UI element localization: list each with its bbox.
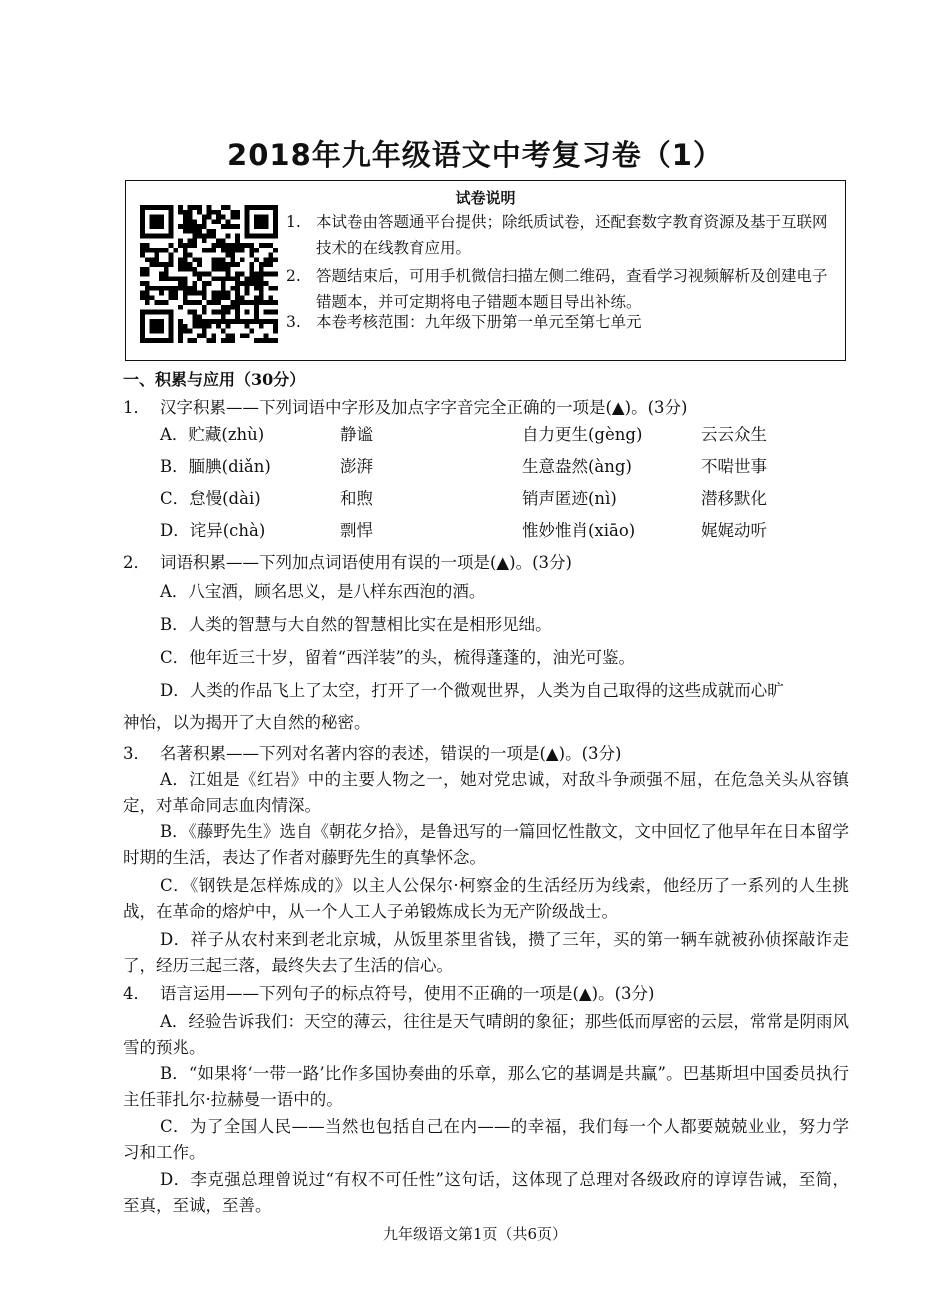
q2-option-d-line1: D．人类的作品飞上了太空，打开了一个微观世界，人类为自己取得的这些成就而心旷 (160, 681, 784, 700)
exam-instructions-box (125, 180, 846, 361)
instruction-item-3: 3. 本卷考核范围：九年级下册第一单元至第七单元 (286, 313, 642, 331)
q4-option-d: D．李克强总理曾说过“有权不可任性”这句话，这体现了总理对各级政府的谆谆告诫，至简，至真，至诚，至善。 (123, 1170, 849, 1215)
q3-option-b: B．《藤野先生》选自《朝花夕拾》，是鲁迅写的一篇回忆性散文，文中回忆了他早年在日本留学时期的生活，表达了作者对藤野先生的真挚怀念。 (123, 822, 849, 867)
question-4-stem: 4． 语言运用——下列句子的标点符号，使用不正确的一项是(▲)。(3分) (123, 984, 655, 1003)
q4-option-a: A．经验告诉我们：天空的薄云，往往是天气晴朗的象征；那些低而厚密的云层，常常是阴雨风雪的预兆。 (123, 1012, 849, 1057)
section-heading: 一、积累与应用（30分） (123, 370, 306, 389)
question-1-stem: 1． 汉字积累——下列词语中字形及加点字字音完全正确的一项是(▲)。(3分) (123, 398, 688, 417)
q3-option-a: A．江姐是《红岩》中的主要人物之一，她对党忠诚，对敌斗争顽强不屈，在危急关头从容镇定，对革命同志血肉情深。 (123, 770, 849, 815)
page-footer: 九年级语文第1页（共6页） (382, 1225, 568, 1243)
instruction-item-1: 1. 本试卷由答题通平台提供；除纸质试卷，还配套数字教育资源及基于互联网技术的在线教育应用。 (286, 213, 828, 257)
question-2-stem: 2． 词语积累——下列加点词语使用有误的一项是(▲)。(3分) (123, 553, 572, 572)
q2-option-c: C．他年近三十岁，留着“西洋装”的头，梳得蓬蓬的，油光可鉴。 (160, 648, 635, 667)
page-title: 2018年九年级语文中考复习卷（1） (227, 138, 723, 172)
q4-option-c: C．为了全国人民——当然也包括自己在内——的幸福，我们每一个人都要兢兢业业，努力学习和工作。 (123, 1117, 849, 1162)
q2-option-d-line2: 神怡，以为揭开了大自然的秘密。 (123, 713, 371, 732)
q3-option-d: D．祥子从农村来到老北京城，从饭里茶里省钱，攒了三年，买的第一辆车就被孙侦探敲诈走了，经历三起三落，最终失去了生活的信心。 (123, 930, 849, 975)
q2-option-a: A．八宝酒，顾名思义，是八样东西泡的酒。 (160, 582, 486, 601)
instructions-title: 试卷说明 (455, 189, 516, 207)
q4-option-b: B．“如果将‘一带一路’比作多国协奏曲的乐章，那么它的基调是共赢”。巴基斯坦中国委员执行主任菲扎尔·拉赫曼一语中的。 (123, 1064, 849, 1109)
instruction-item-2: 2. 答题结束后，可用手机微信扫描左侧二维码，查看学习视频解析及创建电子错题本，并可定期将电子错题本题目导出补练。 (286, 267, 828, 311)
exam-page: 2018年九年级语文中考复习卷（1） 试卷说明 1. 本试卷由答题通平台提供；除纸质试卷，还配套数字教育资源及基于互联网技术的在线教育应用。 2. 答题结束后，可用手机微信扫描左侧二维码，查看学习视频解析及创建电子错题本，并可定期将电子错题本题目导出补练。 3. 本卷考核范围：九年级下册第一单元至第七单元 一、积累与应用（30分） 1． 汉字积累——下列词语中字形及加点字字音完全正确的一项是(▲)。(3分) A．贮藏(zhù) 静谧 自力更生(gèng) 云云众生 B．腼腆(diǎn) 澎湃 生意盎然(àng) 不啱世事 C．怠慢(dài) 和煦 销声匿迹(nì) 潜移默化 D．诧异(chà) 剽悍 惟妙惟肖(xiāo) 娓娓动听 2． 词语积累——下列加点词语使用有误的一项是(▲)。(3分) A．八宝酒，顾名思义，是八样东西泡的酒。 B．人类的智慧与大自然的智慧相比实在是相形见绌。 C．他年近三十岁，留着“西洋装”的头，梳得蓬蓬的，油光可鉴。 D．人类的作品飞上了太空，打开了一个微观世界，人类为自己取得的这些成就而心旷 神怡，以为揭开了大自然的秘密。 3． 名著积累——下列对名著内容的表述，错误的一项是(▲)。(3分) A．江姐是《红岩》中的主要人物之一，她对党忠诚，对敌斗争顽强不屈，在危急关头从容镇定，对革命同志血肉情深。 B．《藤野先生》选自《朝花夕拾》，是鲁迅写的一篇回忆性散文，文中回忆了他早年在日本留学时期的生活，表达了作者对藤野先生的真挚怀念。 C．《钢铁是怎样炼成的》以主人公保尔·柯察金的生活经历为线索，他经历了一系列的人生挑战，在革命的熔炉中，从一个人工人子弟锻炼成长为无产阶级战士。 D．祥子从农村来到老北京城，从饭里茶里省钱，攒了三年，买的第一辆车就被孙侦探敲诈走了，经历三起三落，最终失去了生活的信心。 4． 语言运用——下列句子的标点符号，使用不正确的一项是(▲)。(3分) A．经验告诉我们：天空的薄云，往往是天气晴朗的象征；那些低而厚密的云层，常常是阴雨风雪的预兆。 B．“如果将‘一带一路’比作多国协奏曲的乐章，那么它的基调是共赢”。巴基斯坦中国委员执行主任菲扎尔·拉赫曼一语中的。 C．为了全国人民——当然也包括自己在内——的幸福，我们每一个人都要兢兢业业，努力学习和工作。 D．李克强总理曾说过“有权不可任性”这句话，这体现了总理对各级政府的谆谆告诫，至简，至真，至诚，至善。 九年级语文第1页（共6页） (0, 0, 950, 1316)
q3-option-c: C．《钢铁是怎样炼成的》以主人公保尔·柯察金的生活经历为线索，他经历了一系列的人生挑战，在革命的熔炉中，从一个人工人子弟锻炼成长为无产阶级战士。 (123, 876, 849, 921)
question-3-stem: 3． 名著积累——下列对名著内容的表述，错误的一项是(▲)。(3分) (123, 744, 622, 763)
q2-option-b: B．人类的智慧与大自然的智慧相比实在是相形见绌。 (160, 615, 552, 634)
qr-code-image[interactable] (140, 205, 278, 343)
